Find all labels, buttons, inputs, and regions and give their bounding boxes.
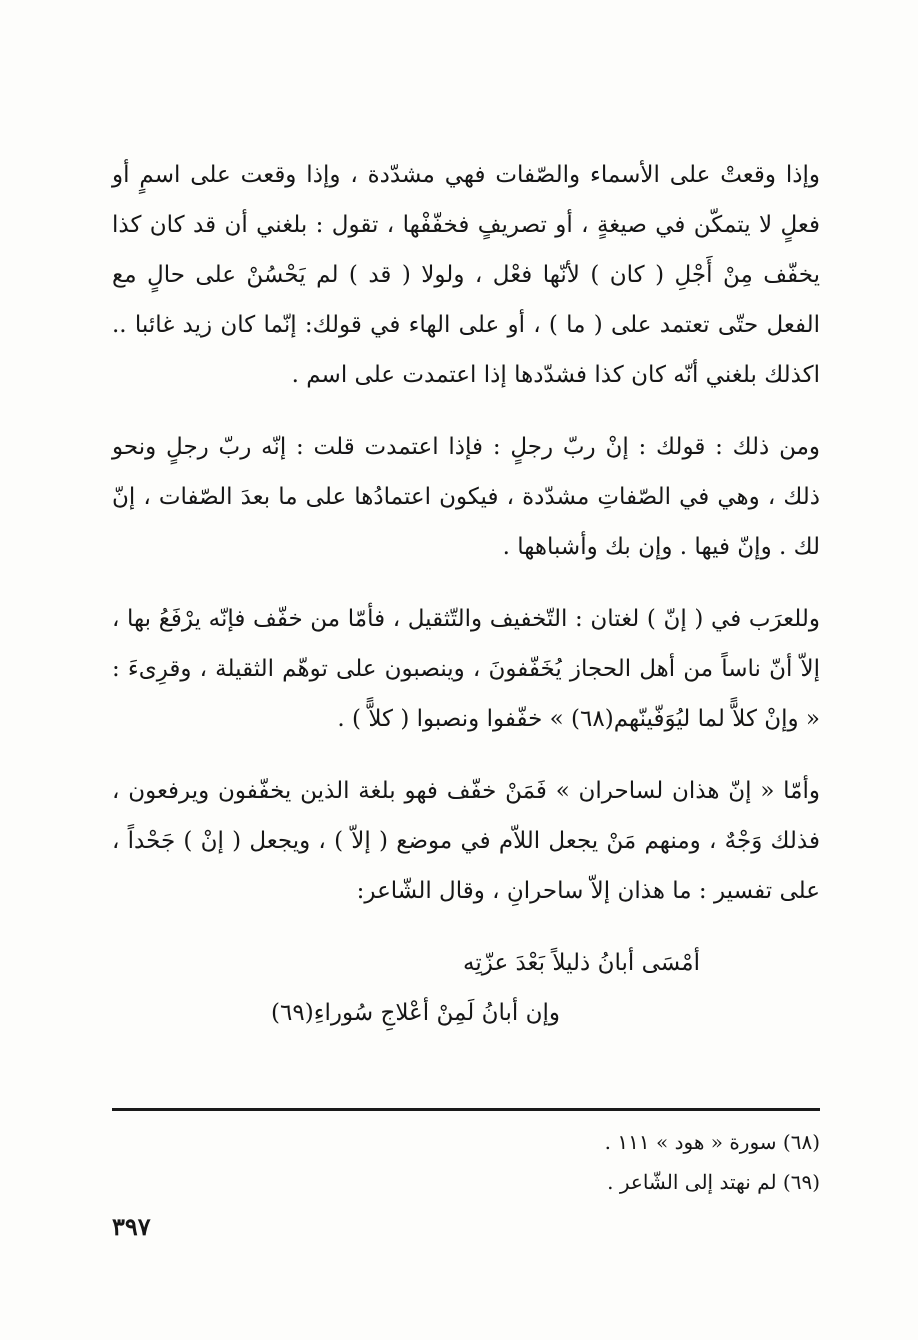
footnote-69: (٦٩) لم نهتد إلى الشّاعر . — [607, 1170, 820, 1194]
footnotes — [112, 1122, 820, 1202]
verse-line-1: أمْسَى أبانُ ذليلاً بَعْدَ عزّتِه — [463, 950, 700, 976]
paragraph-4: وأمّا « إنّ هذان لساحران » فَمَنْ خفّف فهو بلغة الذين يخفّفون ويرفعون ، فذلك وَجْهٌ ، ومنهم مَنْ يجعل اللاّم في موضع ( إلاّ ) ، ويجعل ( إنْ ) جَحْداً ، على تفسير : ما هذان إلاّ ساحرانِ ، وقال الشّاعر: — [112, 778, 820, 904]
page-number: ٣٩٧ — [112, 1212, 151, 1241]
verse-line-2: وإن أبانُ لَمِنْ أعْلاجِ سُوراءِ(٦٩) — [271, 1000, 560, 1026]
footnote-68: (٦٨) سورة « هود » ١١١ . — [604, 1130, 820, 1154]
footnote-divider — [112, 1108, 820, 1111]
page-body — [112, 150, 820, 1038]
paragraph-2: ومن ذلك : قولك : إنْ ربّ رجلٍ : فإذا اعتمدت قلت : إنّه ربّ رجلٍ ونحو ذلك ، وهي في الصّفاتِ مشدّدة ، فيكون اعتمادُها على ما بعدَ الصّفات ، إنّ لك . وإنّ فيها . وإن بك وأشباهها . — [112, 434, 820, 560]
paragraph-3: وللعرَب في ( إنّ ) لغتان : التّخفيف والتّثقيل ، فأمّا من خفّف فإنّه يرْفَعُ بها ، إلاّ أنّ ناساً من أهل الحجاز يُخَفّفونَ ، وينصبون على توهّم الثقيلة ، وقرِىءَ : « وإنْ كلاًّ لما ليُوَفّينّهم(٦٨) » خفّفوا ونصبوا ( كلاًّ ) . — [112, 606, 820, 732]
poetry-verse — [112, 938, 820, 1038]
paragraph-1: وإذا وقعتْ على الأسماء والصّفات فهي مشدّدة ، وإذا وقعت على اسمٍ أو فعلٍ لا يتمكّن في صيغةٍ ، أو تصريفٍ فخفّفْها ، تقول : بلغني أن قد كان كذا يخفّف مِنْ أَجْلِ ( كان ) لأنّها فعْل ، ولولا ( قد ) لم يَحْسُنْ على حالٍ مع الفعل حتّى تعتمد على ( ما ) ، أو على الهاء في قولك: إنّما كان زيد غائبا .. اكذلك بلغني أنّه كان كذا فشدّدها إذا اعتمدت على اسم . — [112, 162, 820, 388]
